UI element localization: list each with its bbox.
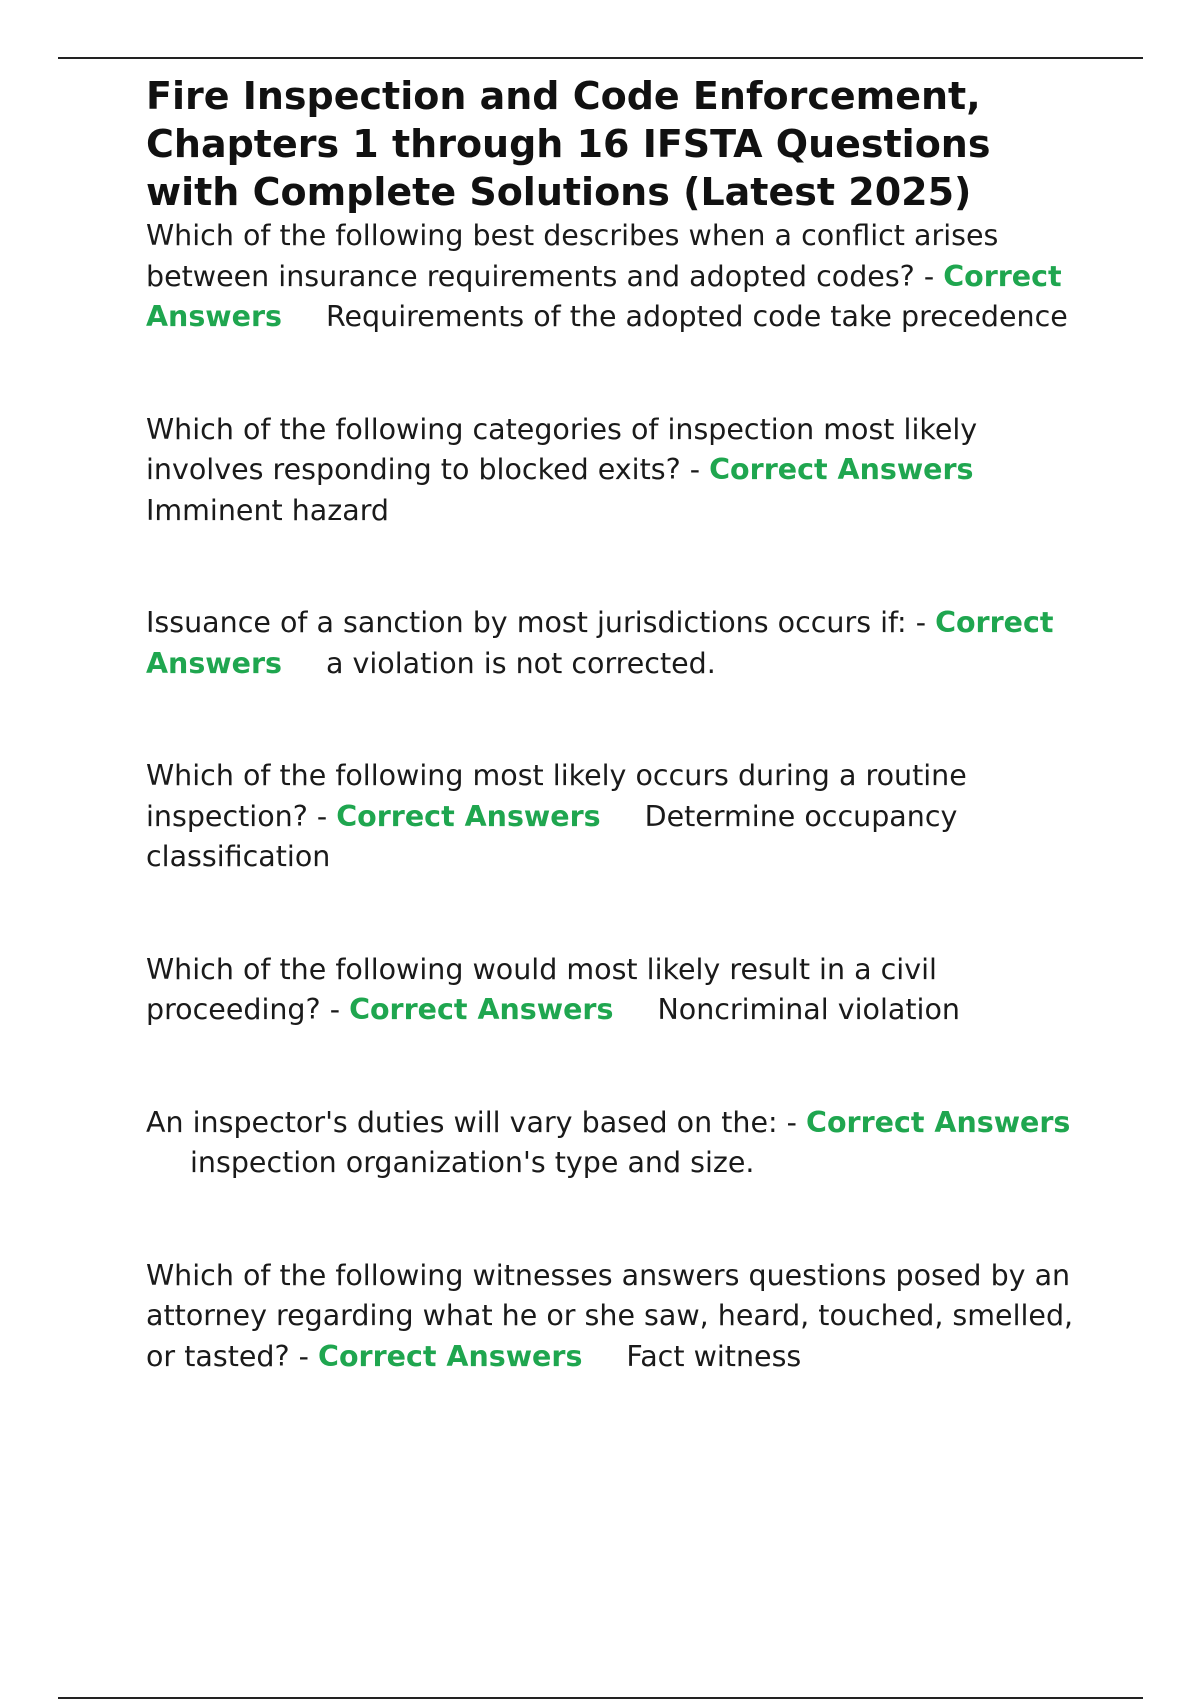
answer-text: Noncriminal violation xyxy=(657,993,960,1026)
question-list xyxy=(146,216,1086,1377)
correct-answers-label: Correct Answers xyxy=(146,259,1062,333)
answer-text: Fact witness xyxy=(626,1339,802,1373)
question-item-7 xyxy=(146,1256,1086,1378)
answer-text: Imminent hazard xyxy=(146,493,390,527)
document-page xyxy=(146,72,1086,1377)
correct-answers-label: Correct Answers xyxy=(146,606,1054,680)
question-text: Issuance of a sanction by most jurisdictions occurs if: - xyxy=(146,606,926,639)
question-item-4 xyxy=(146,756,1086,878)
document-title: Fire Inspection and Code Enforcement, Chapters 1 through 16 IFSTA Questions with Complete Solutions (Latest 2025) xyxy=(146,74,991,214)
correct-answers-label: Correct Answers xyxy=(336,799,601,833)
correct-answers-label: Correct Answers xyxy=(709,453,974,486)
question-text: Which of the following witnesses answers questions posed by an attorney regarding what he or she saw, heard, touched, smelled, or tasted? - xyxy=(146,1258,1074,1373)
question-text: Which of the following most likely occurs during a routine inspection? - xyxy=(146,759,967,833)
answer-text: Determine occupancy classification xyxy=(146,799,958,873)
question-text: An inspector's duties will vary based on the: - xyxy=(146,1105,797,1139)
question-text: Which of the following categories of inspection most likely involves responding to blocked exits? - xyxy=(146,412,978,486)
top-divider xyxy=(58,57,1143,59)
correct-answers-label: Correct Answers xyxy=(349,993,614,1026)
answer-text: Requirements of the adopted code take precedence xyxy=(326,300,1068,333)
question-item-3 xyxy=(146,603,1086,684)
question-text: Which of the following best describes when a conflict arises between insurance requirements and adopted codes? - xyxy=(146,219,999,293)
question-item-1 xyxy=(146,216,1086,338)
answer-text: a violation is not corrected. xyxy=(326,646,716,680)
question-item-6 xyxy=(146,1103,1086,1184)
answer-text: inspection organization's type and size. xyxy=(190,1146,755,1179)
question-text: Which of the following would most likely result in a civil proceeding? - xyxy=(146,952,937,1026)
correct-answers-label: Correct Answers xyxy=(318,1339,583,1373)
question-item-5 xyxy=(146,950,1086,1031)
bottom-divider xyxy=(58,1697,1143,1699)
question-item-2 xyxy=(146,410,1086,532)
correct-answers-label: Correct Answers xyxy=(806,1105,1071,1139)
